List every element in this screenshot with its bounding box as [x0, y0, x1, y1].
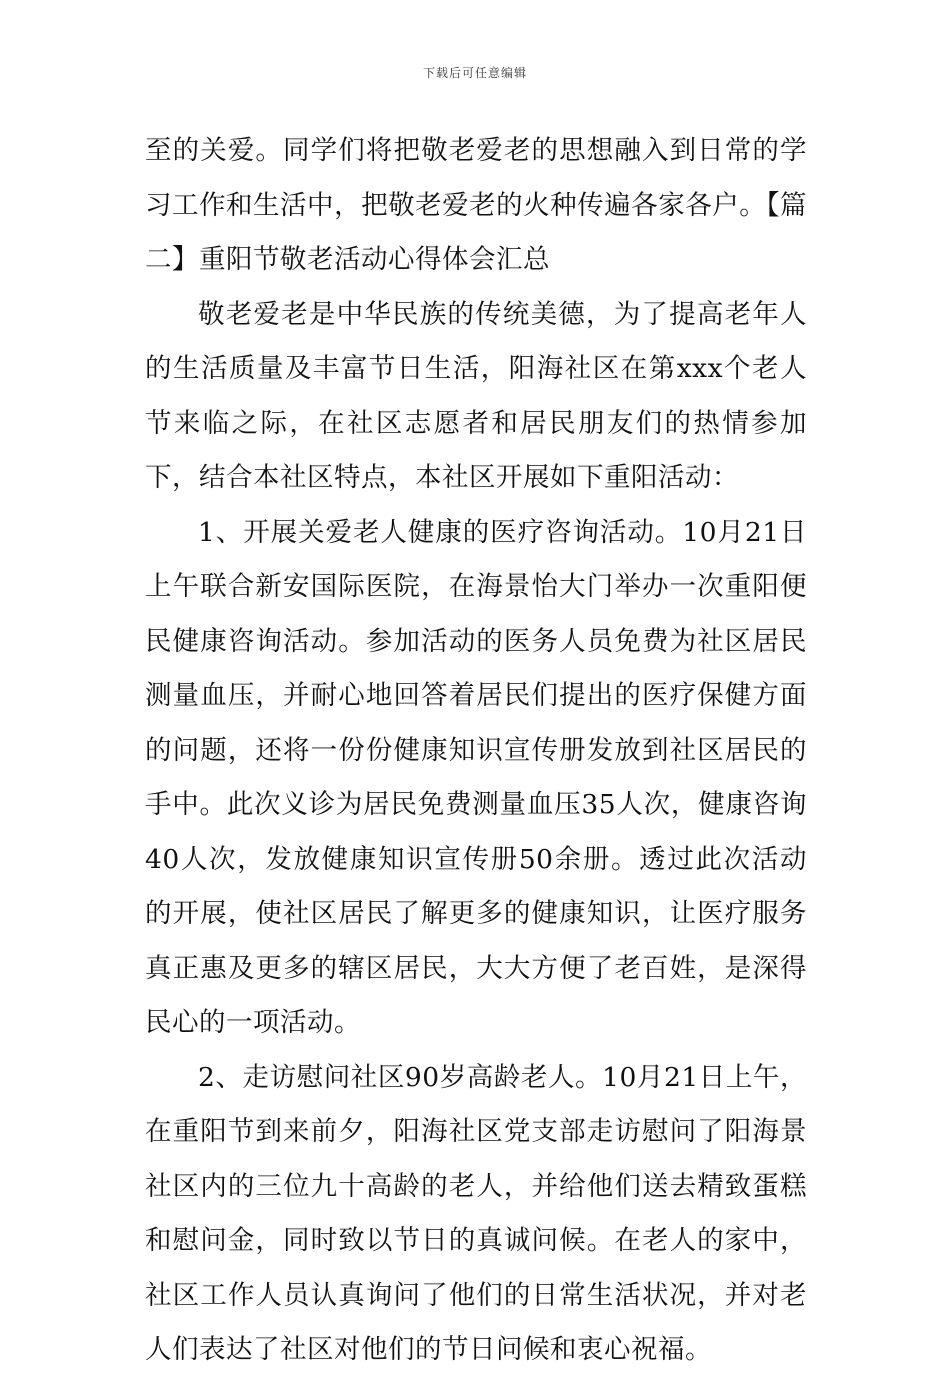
paragraph-visit-elders: 2、走访慰问社区90岁高龄老人。10月21日上午，在重阳节到来前夕，阳海社区党支部走访慰问了阳海景社区内的三位九十高龄的老人，并给他们送去精致蛋糕和慰问金，同时致以节日的真诚问候。在老人的家中，社区工作人员认真询问了他们的日常生活状况，并对老人们表达了社区对他们的节日问候和衷心祝福。	[145, 1061, 807, 1365]
paragraph-intro: 至的关爱。同学们将把敬老爱老的思想融入到日常的学习工作和生活中，把敬老爱老的火种传遍各家各户。【篇二】重阳节敬老活动心得体会汇总	[145, 135, 807, 275]
page-header: 下载后可任意编辑	[422, 66, 527, 80]
paragraph-respect-elders: 敬老爱老是中华民族的传统美德，为了提高老年人的生活质量及丰富节日生活，阳海社区在第xxx个老人节来临之际，在社区志愿者和居民朋友们的热情参加下，结合本社区特点，本社区开展如下重阳活动：	[145, 298, 807, 493]
document-body	[145, 124, 807, 1378]
paragraph-medical-consultation: 1、开展关爱老人健康的医疗咨询活动。10月21日上午联合新安国际医院，在海景怡大门举办一次重阳便民健康咨询活动。参加活动的医务人员免费为社区居民测量血压，并耐心地回答着居民们提出的医疗保健方面的问题，还将一份份健康知识宣传册发放到社区居民的手中。此次义诊为居民免费测量血压35人次，健康咨询40人次，发放健康知识宣传册50余册。透过此次活动的开展，使社区居民了解更多的健康知识，让医疗服务真正惠及更多的辖区居民，大大方便了老百姓，是深得民心的一项活动。	[145, 516, 807, 1038]
